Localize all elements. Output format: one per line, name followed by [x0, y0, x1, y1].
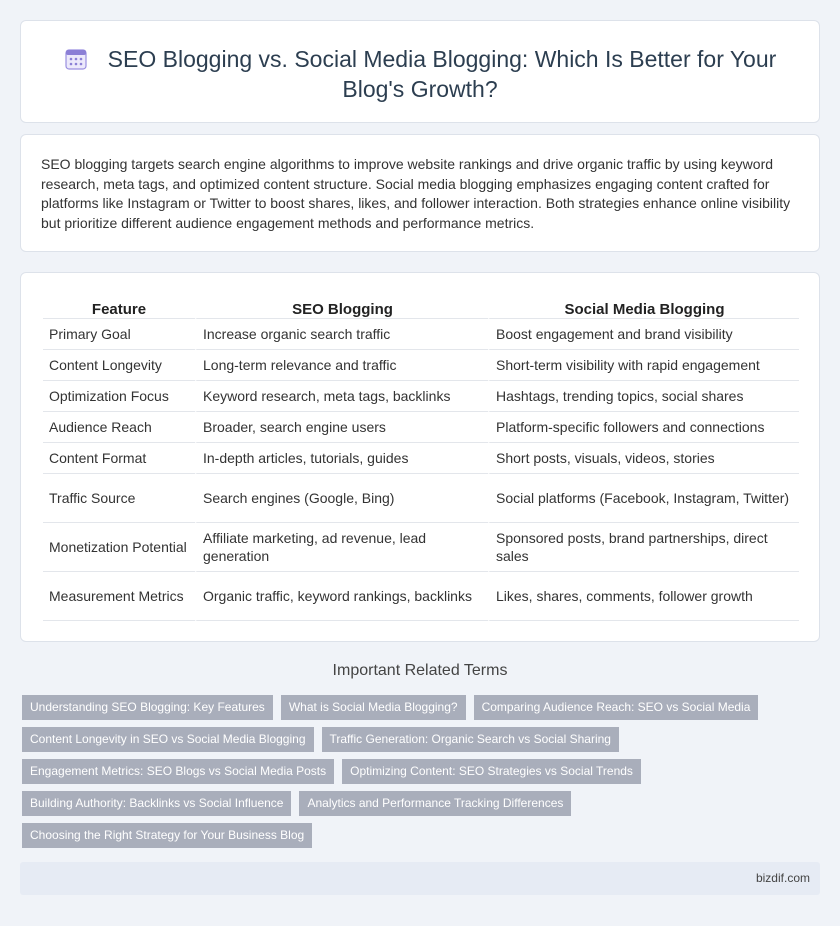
table-cell: Content Format [43, 443, 195, 474]
table-cell: Content Longevity [43, 350, 195, 381]
table-row [43, 350, 799, 381]
table-cell: Hashtags, trending topics, social shares [488, 381, 799, 412]
table-cell: Measurement Metrics [43, 572, 195, 621]
page-title-wrap [51, 44, 789, 104]
comparison-table [43, 295, 799, 621]
related-term-tag[interactable]: Optimizing Content: SEO Strategies vs Social Trends [342, 759, 641, 784]
table-cell: Optimization Focus [43, 381, 195, 412]
table-row [43, 523, 799, 572]
table-cell: Boost engagement and brand visibility [488, 319, 799, 350]
table-cell: Long-term relevance and traffic [195, 350, 488, 381]
table-row [43, 319, 799, 350]
table-cell: Increase organic search traffic [195, 319, 488, 350]
page-title: SEO Blogging vs. Social Media Blogging: Which Is Better for Your Blog's Growth? [107, 46, 777, 102]
table-cell: Traffic Source [43, 474, 195, 523]
related-term-tag[interactable]: What is Social Media Blogging? [281, 695, 466, 720]
table-cell: Organic traffic, keyword rankings, backlinks [195, 572, 488, 621]
header-feature: Feature [43, 295, 195, 319]
table-cell: Social platforms (Facebook, Instagram, Twitter) [488, 474, 799, 523]
intro-card [20, 134, 820, 252]
related-term-tag[interactable]: Content Longevity in SEO vs Social Media Blogging [22, 727, 314, 752]
table-cell: Platform-specific followers and connections [488, 412, 799, 443]
table-cell: Sponsored posts, brand partnerships, direct sales [488, 523, 799, 572]
table-cell: Short-term visibility with rapid engagement [488, 350, 799, 381]
table-cell: Monetization Potential [43, 523, 195, 572]
table-header-row [43, 295, 799, 319]
related-terms-title: Important Related Terms [332, 662, 508, 679]
table-row [43, 572, 799, 621]
table-row [43, 381, 799, 412]
footer [20, 862, 820, 895]
header-card [20, 20, 820, 123]
related-term-tag[interactable]: Choosing the Right Strategy for Your Business Blog [22, 823, 312, 848]
table-cell: In-depth articles, tutorials, guides [195, 443, 488, 474]
related-term-tag[interactable]: Building Authority: Backlinks vs Social Influence [22, 791, 291, 816]
related-term-tag[interactable]: Analytics and Performance Tracking Differences [299, 791, 571, 816]
comparison-table-card [20, 272, 820, 642]
table-cell: Keyword research, meta tags, backlinks [195, 381, 488, 412]
table-row [43, 443, 799, 474]
calendar-icon [64, 47, 88, 71]
table-cell: Search engines (Google, Bing) [195, 474, 488, 523]
table-cell: Primary Goal [43, 319, 195, 350]
related-term-tag[interactable]: Comparing Audience Reach: SEO vs Social Media [474, 695, 759, 720]
table-cell: Short posts, visuals, videos, stories [488, 443, 799, 474]
header-seo: SEO Blogging [195, 295, 488, 319]
related-terms-list [22, 695, 822, 855]
table-cell: Broader, search engine users [195, 412, 488, 443]
related-term-tag[interactable]: Traffic Generation: Organic Search vs Social Sharing [322, 727, 619, 752]
header-social: Social Media Blogging [488, 295, 799, 319]
table-cell: Audience Reach [43, 412, 195, 443]
footer-site-name[interactable]: bizdif.com [755, 871, 810, 885]
table-row [43, 474, 799, 523]
table-row [43, 412, 799, 443]
intro-paragraph: SEO blogging targets search engine algorithms to improve website rankings and drive organic traffic by using keyword research, meta tags, and optimized content structure. Social media blogging emphasizes engaging content crafted for platforms like Instagram or Twitter to boost shares, likes, and follower interaction. Both strategies enhance online visibility but prioritize different audience engagement methods and performance metrics. [41, 156, 791, 231]
related-term-tag[interactable]: Engagement Metrics: SEO Blogs vs Social Media Posts [22, 759, 334, 784]
related-term-tag[interactable]: Understanding SEO Blogging: Key Features [22, 695, 273, 720]
table-cell: Likes, shares, comments, follower growth [488, 572, 799, 621]
table-cell: Affiliate marketing, ad revenue, lead generation [195, 523, 488, 572]
